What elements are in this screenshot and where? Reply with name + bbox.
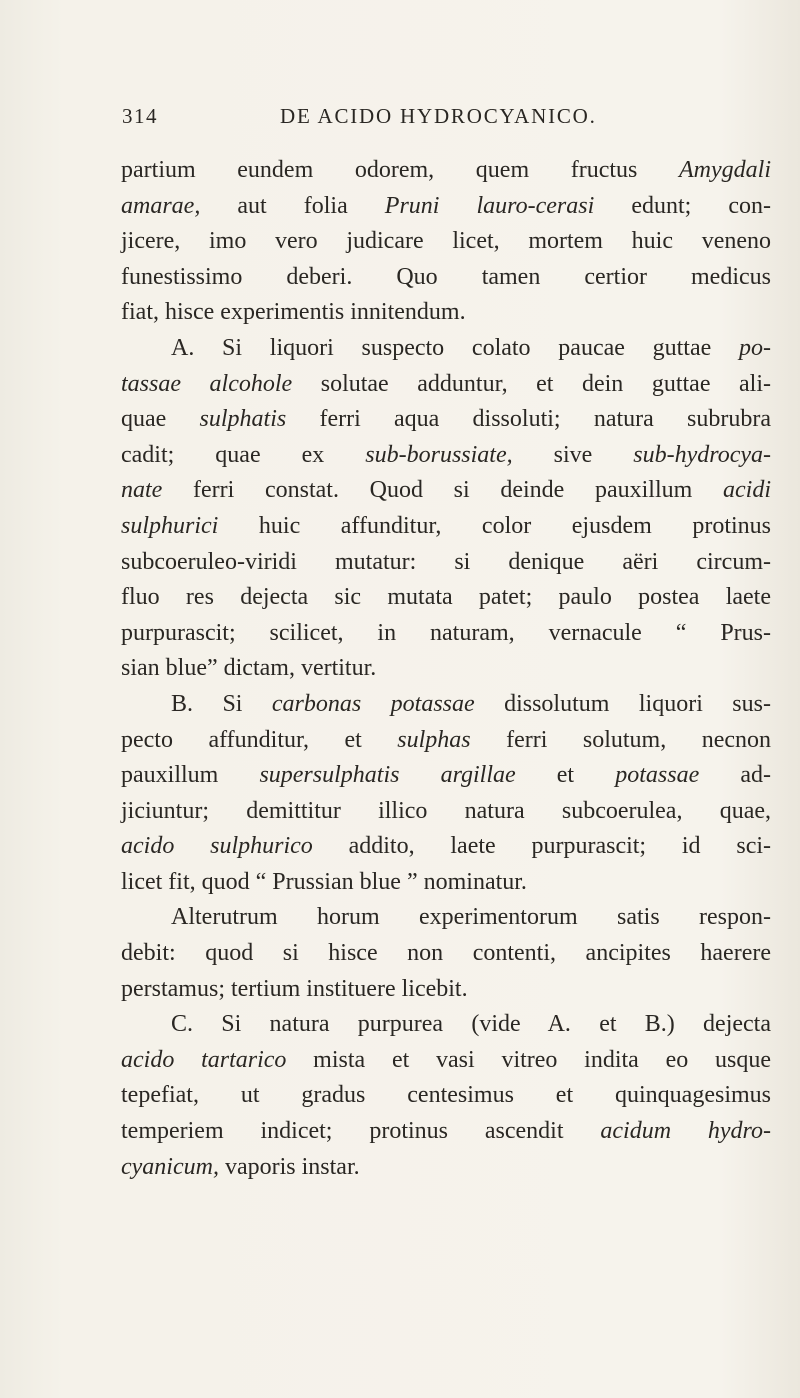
text-line xyxy=(121,865,771,901)
text-line xyxy=(121,224,771,260)
text-line xyxy=(121,545,771,581)
italic-text-run: Amygdali xyxy=(679,157,771,183)
text-run: vaporis instar. xyxy=(218,1153,360,1180)
text-run: edunt; con- xyxy=(594,192,771,219)
text-run: tepefiat, ut gradus centesimus et quinquagesimus xyxy=(121,1082,771,1109)
text-run: licet fit, quod “ Prussian blue ” nominatur. xyxy=(121,868,527,895)
text-line xyxy=(121,829,771,865)
text-run: aut folia xyxy=(200,192,385,219)
text-run: mista et vasi vitreo indita eo usque xyxy=(286,1046,771,1073)
text-run: solutae adduntur, et dein guttae ali- xyxy=(292,370,772,397)
page-number: 314 xyxy=(122,104,158,128)
text-run: pauxillum xyxy=(121,762,260,789)
italic-text-run: sulphatis xyxy=(199,406,287,433)
italic-text-run: cyanicum, xyxy=(121,1153,219,1180)
text-line xyxy=(121,616,771,652)
text-line xyxy=(121,580,771,616)
text-line xyxy=(121,189,771,225)
text-run: et xyxy=(515,762,616,789)
text-line xyxy=(121,651,771,687)
text-run: sive xyxy=(512,441,634,468)
italic-text-run: amarae, xyxy=(121,192,201,219)
text-line xyxy=(121,1043,771,1079)
text-run: pecto affunditur, et xyxy=(121,726,398,753)
text-line xyxy=(121,331,771,367)
italic-text-run: sulphas xyxy=(397,726,471,753)
italic-text-run: potassae xyxy=(615,762,700,789)
text-line xyxy=(121,295,771,331)
text-line xyxy=(121,1114,771,1150)
text-run: ferri constat. Quod si deinde pauxillum xyxy=(162,477,723,504)
text-line xyxy=(121,972,771,1008)
text-line xyxy=(121,1150,771,1186)
text-line xyxy=(121,438,771,474)
text-line xyxy=(121,402,771,438)
text-run: temperiem indicet; protinus ascendit xyxy=(121,1118,601,1145)
text-line xyxy=(121,367,771,403)
text-line xyxy=(121,758,771,794)
italic-text-run: acidi xyxy=(723,477,771,504)
italic-text-run: Pruni lauro-cerasi xyxy=(384,192,595,219)
italic-text-run: sub-borussiate, xyxy=(365,441,513,468)
text-line xyxy=(121,473,771,509)
text-run: addito, laete purpurascit; id sci- xyxy=(312,833,772,860)
text-run: cadit; quae ex xyxy=(121,441,366,468)
text-line xyxy=(121,900,771,936)
text-run: Alterutrum horum experimentorum satis respon- xyxy=(171,904,771,931)
text-run: funestissimo deberi. Quo tamen certior medicus xyxy=(121,263,771,290)
text-run: ferri aqua dissoluti; natura subrubra xyxy=(286,406,771,433)
text-line xyxy=(121,723,771,759)
text-line xyxy=(121,687,771,723)
text-run: ad- xyxy=(699,762,771,789)
italic-text-run: nate xyxy=(121,477,163,504)
text-run: huic affunditur, color ejusdem protinus xyxy=(218,512,771,539)
text-run: dissolutum liquori sus- xyxy=(474,690,771,717)
italic-text-run: acidum hydro- xyxy=(600,1118,771,1145)
body-text xyxy=(121,153,771,1185)
text-line xyxy=(121,1007,771,1043)
text-run: perstamus; tertium instituere licebit. xyxy=(121,975,468,1002)
text-run: quae xyxy=(121,406,200,433)
text-line xyxy=(121,936,771,972)
text-line xyxy=(121,794,771,830)
text-line xyxy=(121,1078,771,1114)
text-run: fluo res dejecta sic mutata patet; paulo postea laete xyxy=(121,584,771,611)
text-run: partium eundem odorem, quem fructus xyxy=(121,157,680,183)
italic-text-run: sulphurici xyxy=(121,512,219,539)
italic-text-run: po- xyxy=(739,334,771,361)
italic-text-run: sub-hydrocya- xyxy=(633,441,771,468)
text-run: A. Si liquori suspecto colato paucae guttae xyxy=(171,334,739,361)
italic-text-run: acido sulphurico xyxy=(121,833,313,860)
italic-text-run: carbonas potassae xyxy=(271,690,475,717)
text-run: C. Si natura purpurea (vide A. et B.) dejecta xyxy=(171,1011,771,1038)
text-run: jiciuntur; demittitur illico natura subcoerulea, quae, xyxy=(121,797,771,824)
text-line xyxy=(121,509,771,545)
text-run: purpurascit; scilicet, in naturam, vernacule “ Prus- xyxy=(121,619,771,646)
running-head: DE ACIDO HYDROCYANICO. xyxy=(280,104,597,128)
text-line xyxy=(121,153,771,189)
text-run: subcoeruleo-viridi mutatur: si denique aëri circum- xyxy=(121,548,771,575)
italic-text-run: supersulphatis argillae xyxy=(259,762,516,789)
text-run: fiat, hisce experimentis innitendum. xyxy=(121,299,466,326)
text-run: jicere, imo vero judicare licet, mortem huic veneno xyxy=(121,228,771,255)
text-line xyxy=(121,260,771,296)
text-run: ferri solutum, necnon xyxy=(470,726,771,753)
page-header xyxy=(122,98,762,138)
text-run: debit: quod si hisce non contenti, ancipites haerere xyxy=(121,940,771,967)
italic-text-run: tassae alcohole xyxy=(121,370,293,397)
text-run: B. Si xyxy=(171,690,272,717)
italic-text-run: acido tartarico xyxy=(121,1046,287,1073)
text-run: sian blue” dictam, vertitur. xyxy=(121,655,377,682)
